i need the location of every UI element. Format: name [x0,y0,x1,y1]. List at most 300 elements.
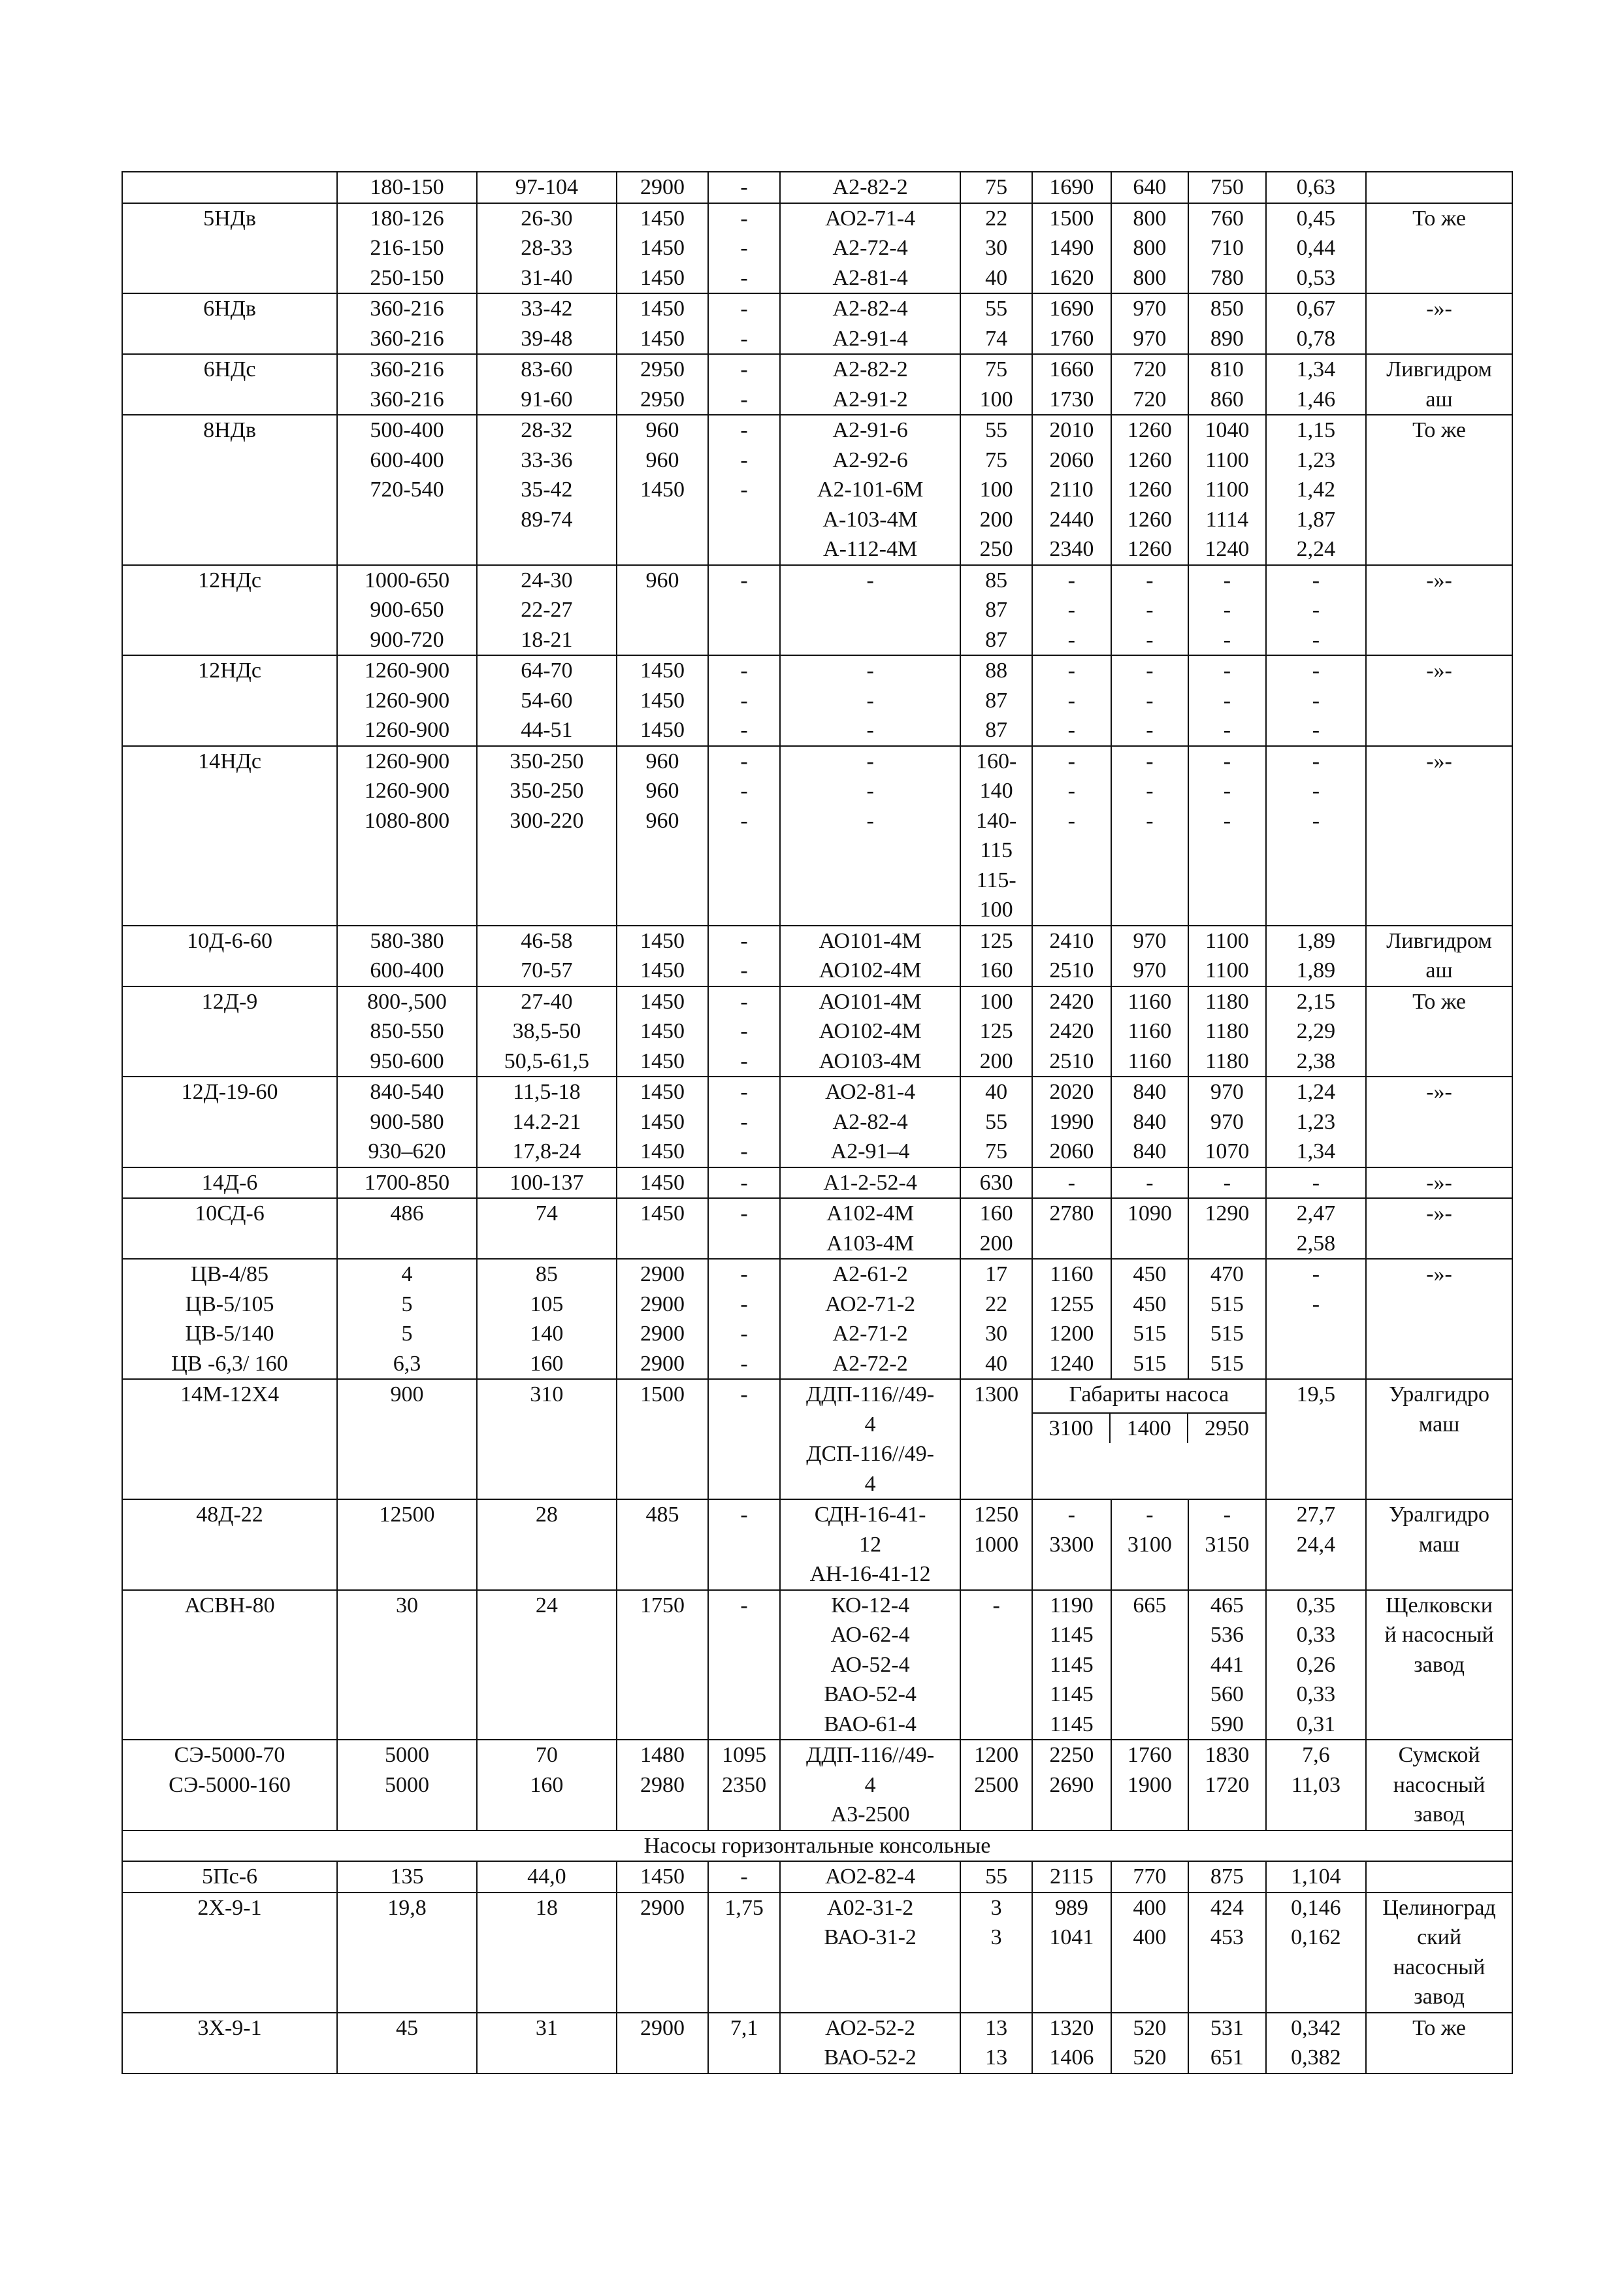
dimension-value: 1400 [1111,1414,1188,1444]
cell-rpm [617,1167,708,1199]
cell-line: 2500 [974,1772,1019,1797]
cell-line: 3 [990,1925,1002,1949]
cell-line: 1090 [1127,1201,1172,1226]
cell-line: й насосный [1384,1623,1494,1647]
cell-reserve [708,1893,780,2013]
cell-reserve [708,2013,780,2073]
cell-line: А2-91-2 [832,387,908,412]
cell-rpm [617,1861,708,1893]
cell-mass [1266,926,1367,986]
cell-line: 1660 [1049,357,1094,382]
cell-line: 115 [980,838,1013,862]
cell-line: 960 [645,779,679,803]
cell-length [1032,354,1111,415]
cell-motor [780,1198,960,1259]
cell-maker [1366,1077,1512,1167]
cell-line: 515 [1210,1322,1244,1346]
cell-width [1111,926,1188,986]
cell-length [1032,2013,1111,2073]
cell-line: 87 [985,627,1008,652]
cell-flow [337,415,477,565]
cell-line: 770 [1133,1864,1167,1889]
cell-mass [1266,565,1367,656]
cell-maker [1366,415,1512,565]
cell-line: 1200 [1049,1322,1094,1346]
cell-mass [1266,172,1367,203]
cell-line: 1450 [640,297,685,321]
cell-reserve [708,565,780,656]
cell-line: 7,6 [1302,1743,1330,1767]
cell-line: 1990 [1049,1109,1094,1134]
cell-line: 1450 [640,659,685,683]
cell-motor [780,1861,960,1893]
cell-mass [1266,1167,1367,1199]
cell-line: - [1223,1503,1231,1527]
cell-line: 44-51 [521,718,573,742]
cell-line: А2-61-2 [832,1262,908,1286]
cell-line: - [1067,718,1075,742]
cell-width [1111,203,1188,294]
cell-length [1032,1861,1111,1893]
cell-head [477,746,617,926]
cell-motor [780,1740,960,1830]
cell-line: То же [1412,2015,1466,2040]
cell-flow [337,1198,477,1259]
cell-line: 1160 [1049,1262,1094,1286]
cell-line: 160- [976,749,1017,773]
cell-head [477,1499,617,1590]
cell-line: 1095 [722,1743,767,1767]
cell-line: - [1067,749,1075,773]
cell-line: 1500 [640,1382,685,1407]
cell-line: - [740,1382,748,1407]
cell-line: 1160 [1128,989,1172,1014]
cell-line: 536 [1210,1623,1244,1647]
cell-line: 64-70 [521,659,573,683]
cell-line: 1000 [974,1532,1019,1557]
cell-mass [1266,1893,1367,2013]
cell-line: 1730 [1049,387,1094,412]
cell-line: 40 [985,265,1008,290]
cell-power [960,1590,1032,1740]
cell-rpm [617,172,708,203]
cell-line: 0,67 [1296,297,1336,321]
cell-line: аш [1425,387,1453,412]
cell-line: 1450 [640,206,685,231]
cell-line: 1,42 [1296,478,1336,502]
cell-line: 450 [1133,1262,1167,1286]
cell-line: 424 [1210,1895,1244,1920]
cell-line: А-112-4М [823,537,918,561]
cell-line: 140 [979,779,1013,803]
cell-line: 19,5 [1296,1382,1336,1407]
cell-mass [1266,655,1367,746]
cell-line: 360-216 [370,326,444,351]
cell-pump [122,1861,337,1893]
cell-line: 1080-800 [364,808,450,833]
cell-line: - [1223,659,1231,683]
cell-mass [1266,203,1367,294]
cell-width [1111,415,1188,565]
cell-width [1111,293,1188,354]
cell-motor [780,415,960,565]
cell-line: - [740,568,748,593]
cell-reserve [708,415,780,565]
cell-maker [1366,1259,1512,1379]
cell-line: 140- [976,808,1017,833]
cell-line: 860 [1210,387,1244,412]
cell-line: ВАО-61-4 [824,1712,917,1736]
cell-line: - [866,688,874,713]
cell-line: - [1223,568,1231,593]
cell-line: АН-16-41-12 [809,1562,931,1586]
cell-line: 720 [1133,387,1167,412]
dimension-value: 3100 [1033,1414,1111,1444]
cell-line: - [740,1864,748,1889]
cell-line: 3150 [1205,1532,1250,1557]
cell-height [1188,1893,1265,2013]
cell-line: 28 [535,1503,558,1527]
cell-length [1032,655,1111,746]
cell-height [1188,655,1265,746]
cell-line: 810 [1210,357,1244,382]
cell-line: АО101-4М [819,989,922,1014]
cell-line: 1700-850 [364,1170,450,1195]
cell-line: 520 [1133,2015,1167,2040]
cell-line: 2010 [1049,418,1094,442]
cell-line: 1900 [1127,1772,1172,1797]
cell-line: 87 [985,688,1008,713]
cell-line: АО2-71-4 [825,206,916,231]
cell-line: ДСП-116//49- [806,1442,934,1466]
cell-width [1111,1167,1188,1199]
cell-line: 515 [1210,1292,1244,1316]
cell-line: - [1312,627,1320,652]
cell-line: Уралгидро [1389,1382,1490,1407]
cell-line: - [1312,1262,1320,1286]
cell-mass [1266,2013,1367,2073]
cell-flow [337,926,477,986]
cell-line: 1260-900 [364,779,450,803]
cell-power [960,2013,1032,2073]
cell-line: АО2-52-2 [825,2015,916,2040]
cell-line: СЭ-5000-70 [174,1743,285,1767]
cell-line: - [740,779,748,803]
cell-line: - [740,1322,748,1346]
cell-width [1111,1198,1188,1259]
cell-line: - [1312,779,1320,803]
cell-width [1111,1499,1188,1590]
cell-head [477,986,617,1077]
cell-line: 0,53 [1296,265,1336,290]
cell-flow [337,1379,477,1499]
table-row [122,1590,1512,1740]
cell-pump [122,1379,337,1499]
table-row [122,415,1512,565]
cell-line: 5 [401,1322,413,1346]
cell-line: - [740,1170,748,1195]
cell-line: 710 [1210,236,1244,260]
cell-line: АСВН-80 [184,1593,275,1618]
cell-line: 50,5-61,5 [504,1049,590,1073]
cell-line: - [740,1593,748,1618]
cell-flow [337,1499,477,1590]
cell-motor [780,2013,960,2073]
cell-line: 89-74 [521,507,573,532]
cell-line: 750 [1210,175,1244,199]
table-row [122,926,1512,986]
cell-length [1032,415,1111,565]
cell-line: - [1223,627,1231,652]
cell-rpm [617,926,708,986]
cell-line: 1450 [640,688,685,713]
cell-line: 30 [396,1593,418,1618]
cell-line: - [866,808,874,833]
cell-line: 1040 [1205,418,1250,442]
cell-line: 18 [535,1895,558,1920]
cell-line: 780 [1210,265,1244,290]
cell-line: А2-82-2 [832,175,908,199]
cell-line: 840 [1133,1139,1167,1163]
cell-line: То же [1412,989,1466,1014]
cell-flow [337,2013,477,2073]
cell-reserve [708,1740,780,1830]
cell-line: 55 [985,1109,1008,1134]
cell-reserve [708,1198,780,1259]
cell-line: 1450 [640,1201,685,1226]
cell-line: насосный [1393,1772,1486,1797]
cell-motor [780,172,960,203]
cell-line: 135 [390,1864,424,1889]
cell-line: 1,34 [1296,1139,1336,1163]
cell-rpm [617,293,708,354]
cell-line: - [1067,688,1075,713]
cell-reserve [708,1167,780,1199]
cell-line: 0,45 [1296,206,1336,231]
cell-line: 4 [864,1471,876,1496]
cell-line: 600-400 [370,447,444,472]
cell-line: - [1312,808,1320,833]
cell-line: - [1223,718,1231,742]
cell-line: 100 [979,898,1013,922]
cell-mass [1266,293,1367,354]
cell-line: 13 [985,2015,1008,2040]
table-row [122,1861,1512,1893]
cell-rpm [617,1740,708,1830]
cell-line: - [1067,1170,1075,1195]
cell-line: 515 [1133,1351,1167,1376]
cell-motor [780,1167,960,1199]
cell-line: -»- [1426,1080,1452,1104]
cell-line: 2410 [1049,928,1094,953]
cell-line: Целиноград [1382,1895,1496,1920]
cell-line: 2340 [1049,537,1094,561]
cell-line: - [1146,808,1154,833]
cell-reserve [708,172,780,203]
cell-pump [122,293,337,354]
cell-line: 12НДс [198,659,261,683]
cell-line: - [1067,808,1075,833]
cell-line: АО2-71-2 [825,1292,916,1316]
cell-line: 400 [1133,1895,1167,1920]
cell-line: 630 [979,1170,1013,1195]
cell-line: 39-48 [521,326,573,351]
cell-line: 70 [535,1743,558,1767]
cell-line: 1114 [1205,507,1249,532]
cell-line: 1450 [640,989,685,1014]
cell-rpm [617,565,708,656]
cell-line: 441 [1210,1652,1244,1677]
cell-line: 1260 [1127,447,1172,472]
cell-line: -»- [1426,1201,1452,1226]
cell-line: 250 [979,537,1013,561]
cell-line: 3100 [1127,1532,1172,1557]
cell-line: 1300 [974,1382,1019,1407]
cell-mass [1266,1198,1367,1259]
cell-line: 30 [985,236,1008,260]
cell-line: 105 [530,1292,564,1316]
cell-line: 1450 [640,1049,685,1073]
cell-reserve [708,1379,780,1499]
cell-motor [780,926,960,986]
cell-line: 1830 [1205,1743,1250,1767]
cell-line: 88 [985,659,1008,683]
cell-motor [780,203,960,294]
cell-maker [1366,565,1512,656]
cell-width [1111,1740,1188,1830]
cell-line: 465 [1210,1593,1244,1618]
cell-line: 1320 [1049,2015,1094,2040]
cell-line: ДДП-116//49- [806,1382,935,1407]
cell-line: 1260-900 [364,749,450,773]
cell-line: 31 [535,2015,558,2040]
cell-line: 970 [1210,1109,1244,1134]
cell-line: - [1312,659,1320,683]
cell-line: 1480 [640,1743,685,1767]
cell-line: 2115 [1049,1864,1094,1889]
cell-line: ский [1417,1925,1462,1949]
cell-flow [337,1861,477,1893]
cell-maker [1366,2013,1512,2073]
cell-flow [337,293,477,354]
cell-head [477,1893,617,2013]
cell-motor [780,655,960,746]
cell-line: - [740,387,748,412]
cell-pump [122,565,337,656]
cell-line: 0,26 [1296,1652,1336,1677]
cell-line: 2900 [640,1322,685,1346]
cell-height [1188,1198,1265,1259]
cell-line: 125 [979,928,1013,953]
cell-line: А2-72-4 [832,236,908,260]
cell-line: 100-137 [510,1170,584,1195]
cell-line: 40 [985,1080,1008,1104]
cell-length [1032,203,1111,294]
cell-line: 1450 [640,718,685,742]
cell-pump [122,1740,337,1830]
table-row [122,1259,1512,1379]
cell-line: А-103-4М [822,507,918,532]
table-row [122,1499,1512,1590]
cell-line: 470 [1210,1262,1244,1286]
cell-line: - [740,1080,748,1104]
cell-maker [1366,1893,1512,2013]
cell-line: ЦВ-5/105 [185,1292,274,1316]
cell-power [960,1861,1032,1893]
cell-line [128,172,331,203]
cell-line: - [740,989,748,1014]
cell-line: 1240 [1205,537,1250,561]
cell-maker [1366,1167,1512,1199]
cell-motor [780,1379,960,1499]
cell-line: АО103-4М [819,1049,922,1073]
cell-line: -»- [1426,1170,1452,1195]
table-row [122,746,1512,926]
cell-line: 1290 [1205,1201,1250,1226]
cell-line: 125 [979,1019,1013,1043]
cell-line: 1100 [1205,478,1249,502]
cell-line: АО102-4М [819,958,922,983]
cell-line: 2900 [640,2015,685,2040]
cell-line: 5НДв [203,206,256,231]
cell-line: 1,46 [1296,387,1336,412]
cell-maker [1366,746,1512,926]
cell-flow [337,172,477,203]
cell-line: - [1146,688,1154,713]
cell-line: - [1223,688,1231,713]
cell-height [1188,1590,1265,1740]
cell-mass [1266,1590,1367,1740]
cell-line: АО101-4М [819,928,922,953]
table-row [122,1740,1512,1830]
cell-line: - [1312,1292,1320,1316]
cell-flow [337,1259,477,1379]
table-body [122,172,1512,2073]
table-row [122,1077,1512,1167]
cell-mass [1266,1499,1367,1590]
cell-line: 2,38 [1296,1049,1336,1073]
cell-length [1032,293,1111,354]
cell-line: 2,58 [1296,1231,1336,1256]
cell-maker [1366,1499,1512,1590]
cell-line: завод [1414,1985,1465,2009]
cell-line: 12 [859,1532,882,1557]
cell-line: 900 [390,1382,424,1407]
cell-line: 14Д-6 [201,1170,258,1195]
cell-line: 75 [985,1139,1008,1163]
cell-line: 75 [985,447,1008,472]
cell-line: - [1067,627,1075,652]
cell-line: 0,33 [1296,1682,1336,1706]
cell-line: 2250 [1049,1743,1094,1767]
cell-flow [337,986,477,1077]
cell-line: - [992,1593,1000,1618]
cell-line: -»- [1426,749,1452,773]
cell-reserve [708,986,780,1077]
cell-reserve [708,926,780,986]
dimensions-values [1033,1412,1265,1444]
cell-line: - [1067,568,1075,593]
cell-pump [122,415,337,565]
cell-pump [122,746,337,926]
cell-line: 2350 [722,1772,767,1797]
cell-line: 1100 [1205,958,1249,983]
cell-power [960,1077,1032,1167]
cell-line: - [740,206,748,231]
cell-line: 19,8 [387,1895,427,1920]
cell-line: 160 [530,1772,564,1797]
cell-line: - [1312,1170,1320,1195]
